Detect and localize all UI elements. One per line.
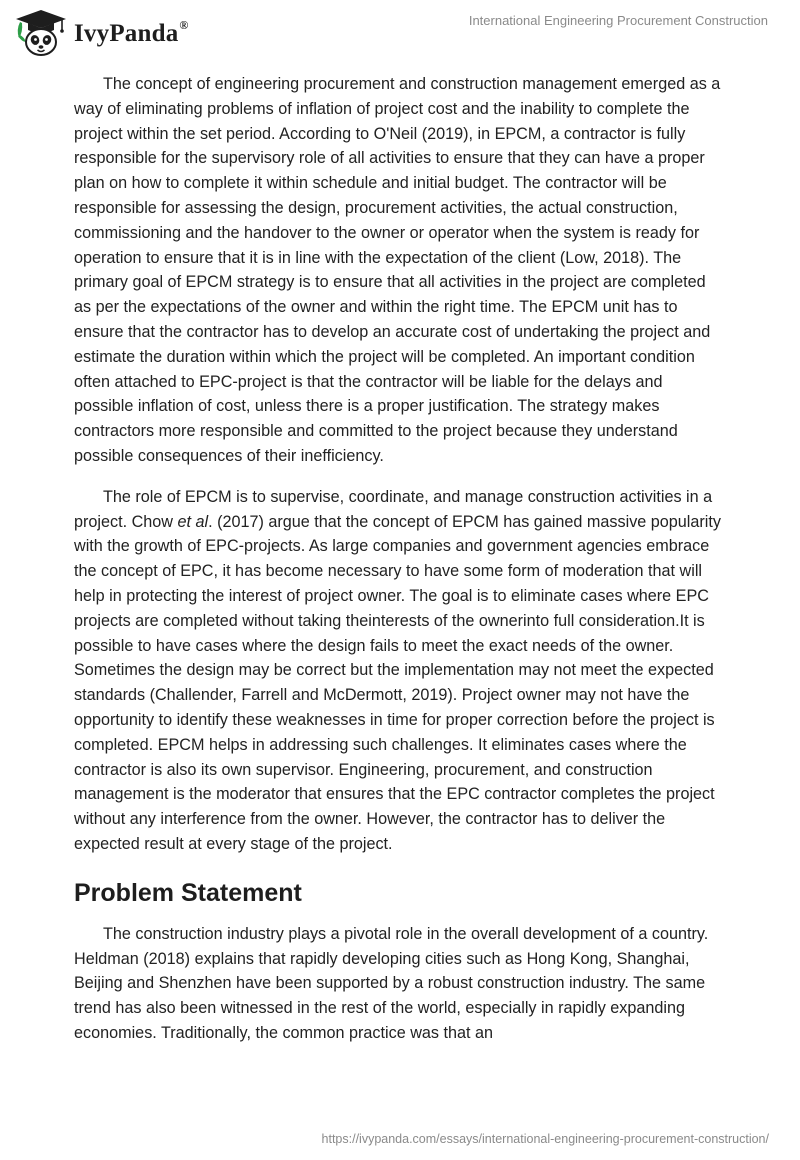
document-title: International Engineering Procurement Construction bbox=[468, 13, 768, 28]
paragraph-2-rest: . (2017) argue that the concept of EPCM has gained massive popularity with the growth of EPC-projects. As large companies and government agencies embrace the concept of EPC, it has become necessary to have some form of moderation that will help in protecting the interest of project owner. The goal is to eliminate cases where EPC projects are completed without taking theinterests of the ownerinto full consideration.It is possible to have cases where the design fails to meet the exact needs of the owner. Sometimes the design may be correct but the implementation may not meet the expected standards (Challender, Farrell and McDermott, 2019). Project owner may not have the opportunity to identify these weaknesses in time for proper correction before the project is completed. EPCM helps in addressing such challenges. It eliminates cases where the contractor is also its own supervisor. Engineering, procurement, and construction management is the moderator that ensures that the EPC contractor completes the project without any interference from the owner. However, the contractor has to deliver the expected result at every stage of the project. bbox=[74, 512, 721, 853]
brand-name: IvyPanda® bbox=[74, 18, 189, 47]
paragraph-3: The construction industry plays a pivotal role in the overall development of a country. Heldman (2018) explains that rapidly developing cities such as Hong Kong, Shanghai, Beijing and Shenzhen have been supported by a robust construction industry. The same trend has also been witnessed in the rest of the world, especially in rapidly expanding economies. Traditionally, the common practice was that an bbox=[74, 924, 709, 1042]
source-url[interactable]: https://ivypanda.com/essays/international-engineering-procurement-construction/ bbox=[321, 1132, 769, 1146]
section-heading: Problem Statement bbox=[74, 878, 302, 907]
essay-content bbox=[74, 72, 726, 1062]
page-header bbox=[0, 0, 800, 70]
paragraph-1: The concept of engineering procurement and construction management emerged as a way of eliminating problems of inflation of project cost and the inability to complete the project within the set period. According to O'Neil (2019), in EPCM, a contractor is fully responsible for the supervisory role of all activities to ensure that they can have a proper plan on how to complete it within schedule and initial budget. The contractor will be responsible for assessing the design, procurement activities, the actual construction, commissioning and the handover to the owner or operator when the system is ready for operation to ensure that it is in line with the expectation of the client (Low, 2018). The primary goal of EPCM strategy is to ensure that all activities in the project are completed as per the expectations of the owner and within the right time. The EPCM unit has to ensure that the contractor has to develop an accurate cost of undertaking the project and estimate the duration within which the project will be completed. An important condition often attached to EPC-project is that the contractor will be liable for the delays and possible inflation of cost, unless there is a proper justification. The strategy makes contractors more responsible and committed to the project because they understand possible consequences of their inefficiency. bbox=[74, 75, 721, 465]
paragraph-2-start: The role of EPCM is to supervise, coordinate, and manage construction activities in a project. Chow bbox=[74, 487, 713, 531]
paragraph-2 bbox=[74, 485, 726, 857]
paragraph-2-italic: et al bbox=[177, 512, 209, 531]
panda-graduate-logo-icon bbox=[14, 8, 68, 58]
brand-logo[interactable] bbox=[14, 8, 189, 58]
